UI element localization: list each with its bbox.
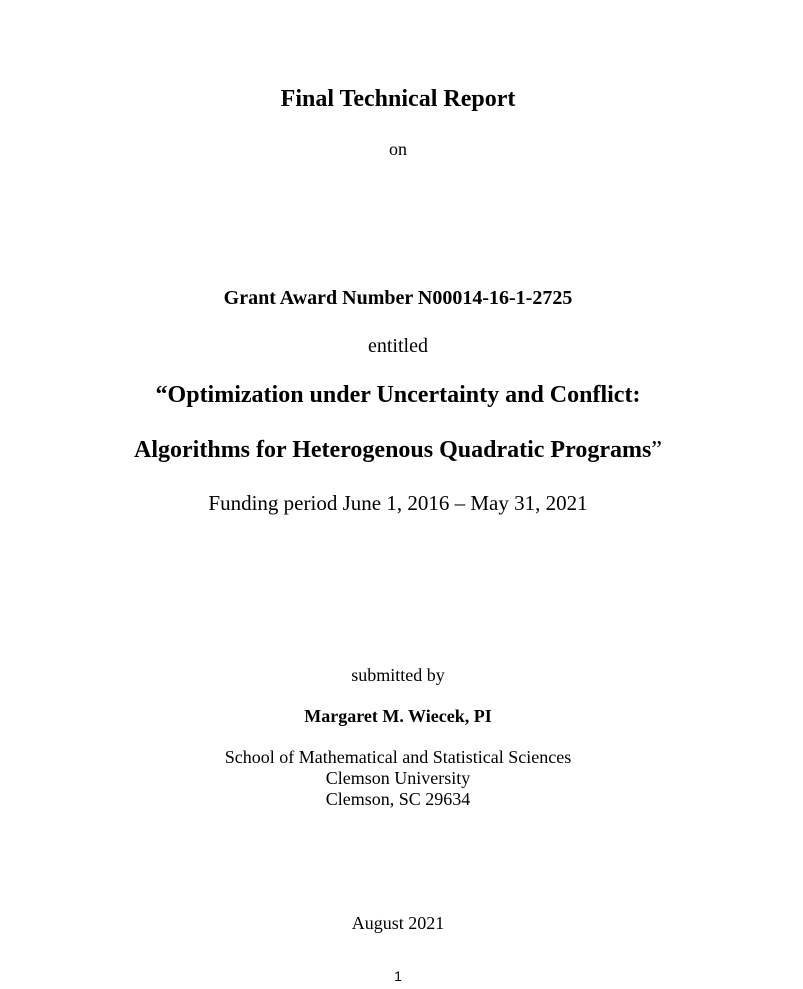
entitled-label: entitled <box>368 335 428 357</box>
address-line-school: School of Mathematical and Statistical Sciences <box>224 747 572 767</box>
page-number: 1 <box>394 968 402 984</box>
author-name: Margaret M. Wiecek, PI <box>304 706 492 726</box>
author-address <box>0 747 796 810</box>
on-label: on <box>389 139 407 159</box>
funding-period: Funding period June 1, 2016 – May 31, 2021 <box>208 491 588 515</box>
project-title-line1: “Optimization under Uncertainty and Conflict: <box>155 382 641 408</box>
project-title-close-quote: ” <box>651 437 662 463</box>
project-title-line2 <box>0 438 796 462</box>
submitted-by-label: submitted by <box>351 665 445 685</box>
project-title-line2-text: Algorithms for Heterogenous Quadratic Programs <box>134 437 652 463</box>
report-date: August 2021 <box>351 913 445 933</box>
report-title: Final Technical Report <box>280 86 516 112</box>
grant-award-number: Grant Award Number N00014-16-1-2725 <box>223 287 573 309</box>
address-line-university: Clemson University <box>325 768 471 788</box>
address-line-city: Clemson, SC 29634 <box>325 789 471 809</box>
